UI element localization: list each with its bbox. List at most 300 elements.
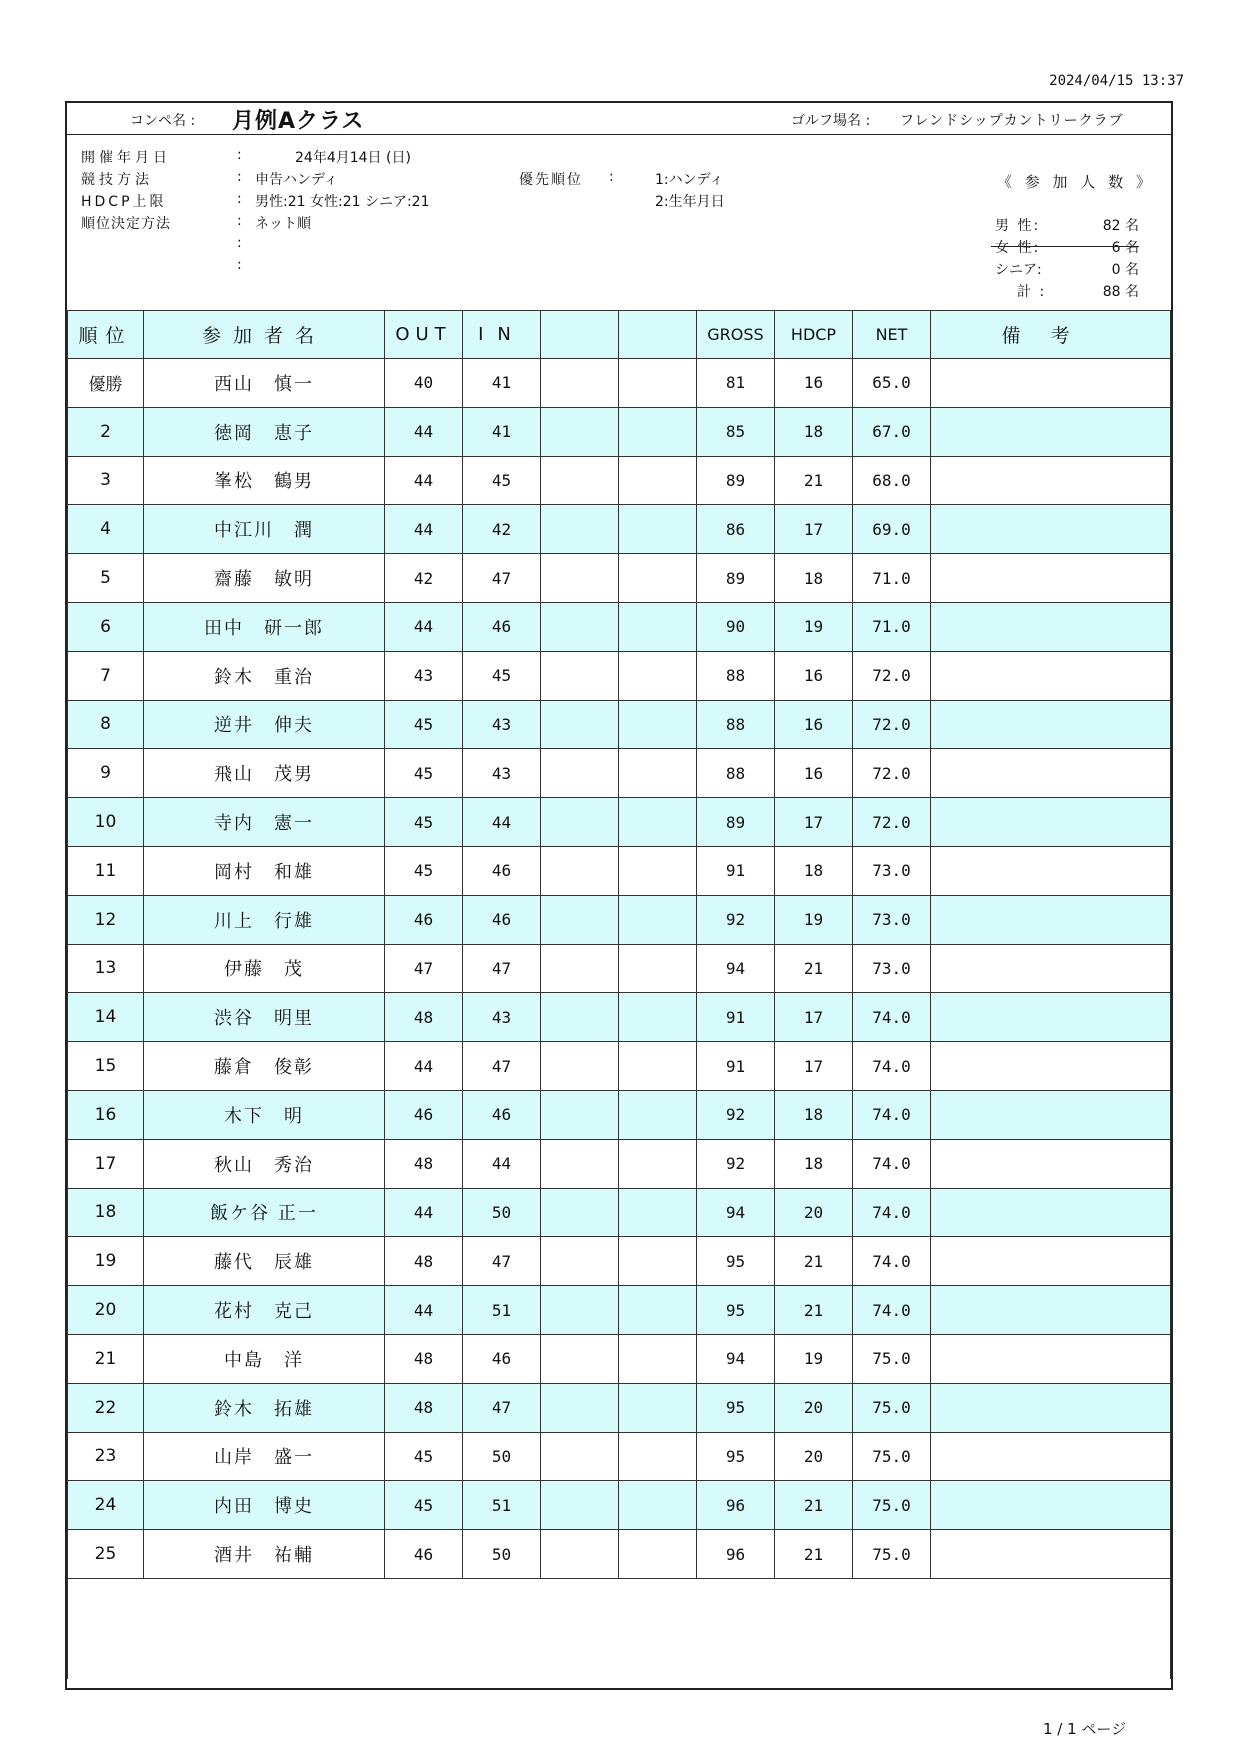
rank-cell: 優勝 xyxy=(68,359,144,408)
col-rank: 順位 xyxy=(68,311,144,359)
col-gross: GROSS xyxy=(697,311,775,359)
method-label: 競技方法 xyxy=(81,172,153,188)
results-sheet xyxy=(65,101,1173,1690)
hdcp-cell: 19 xyxy=(775,602,853,651)
in-cell: 43 xyxy=(463,993,541,1042)
net-cell: 75.0 xyxy=(853,1383,931,1432)
out-cell: 44 xyxy=(385,602,463,651)
colon: : xyxy=(237,191,242,207)
hdcp-label: HDCP上限 xyxy=(81,194,167,210)
in-cell: 50 xyxy=(463,1432,541,1481)
name-cell: 山岸 盛一 xyxy=(144,1432,385,1481)
name-cell: 峯松 鶴男 xyxy=(144,456,385,505)
blank-cell xyxy=(619,359,697,408)
gross-cell: 94 xyxy=(697,944,775,993)
note-cell xyxy=(931,1432,1171,1481)
hdcp-cell: 17 xyxy=(775,1042,853,1091)
net-cell: 74.0 xyxy=(853,1188,931,1237)
note-cell xyxy=(931,359,1171,408)
senior-label: シニア: xyxy=(995,262,1042,278)
out-cell: 44 xyxy=(385,456,463,505)
out-cell: 48 xyxy=(385,1334,463,1383)
name-cell: 齋藤 敏明 xyxy=(144,554,385,603)
table-row xyxy=(68,1139,1171,1188)
rank-cell: 4 xyxy=(68,505,144,554)
method-value: 申告ハンディ xyxy=(255,172,338,188)
competition-info xyxy=(67,135,1171,310)
name-cell: 藤代 辰雄 xyxy=(144,1237,385,1286)
note-cell xyxy=(931,846,1171,895)
note-cell xyxy=(931,1481,1171,1530)
blank-cell xyxy=(619,456,697,505)
in-cell: 47 xyxy=(463,554,541,603)
in-cell: 44 xyxy=(463,1139,541,1188)
rank-cell: 15 xyxy=(68,1042,144,1091)
blank-cell xyxy=(541,944,619,993)
hdcp-cell: 18 xyxy=(775,846,853,895)
total-label: 計 : xyxy=(1017,284,1047,300)
male-label: 男 性: xyxy=(995,218,1041,234)
out-cell: 45 xyxy=(385,749,463,798)
out-cell: 45 xyxy=(385,1481,463,1530)
note-cell xyxy=(931,1188,1171,1237)
table-row xyxy=(68,1432,1171,1481)
out-cell: 47 xyxy=(385,944,463,993)
col-blank-2 xyxy=(619,311,697,359)
hdcp-cell: 21 xyxy=(775,1530,853,1579)
results-table xyxy=(67,310,1171,1679)
hdcp-cell: 18 xyxy=(775,1090,853,1139)
table-row xyxy=(68,895,1171,944)
rank-cell: 22 xyxy=(68,1383,144,1432)
colon: : xyxy=(237,235,242,251)
rank-cell: 2 xyxy=(68,407,144,456)
out-cell: 48 xyxy=(385,1237,463,1286)
empty-cell xyxy=(68,1578,1171,1679)
gross-cell: 92 xyxy=(697,1139,775,1188)
col-blank-1 xyxy=(541,311,619,359)
blank-cell xyxy=(541,1481,619,1530)
in-cell: 46 xyxy=(463,602,541,651)
gross-cell: 91 xyxy=(697,846,775,895)
col-name: 参加者名 xyxy=(144,311,385,359)
date-value: 24年4月14日 (日) xyxy=(295,150,411,166)
rank-cell: 20 xyxy=(68,1286,144,1335)
in-cell: 46 xyxy=(463,1090,541,1139)
net-cell: 72.0 xyxy=(853,798,931,847)
note-cell xyxy=(931,602,1171,651)
blank-cell xyxy=(541,505,619,554)
note-cell xyxy=(931,944,1171,993)
in-cell: 46 xyxy=(463,846,541,895)
hdcp-cell: 20 xyxy=(775,1188,853,1237)
blank-cell xyxy=(619,846,697,895)
note-cell xyxy=(931,554,1171,603)
hdcp-cell: 21 xyxy=(775,1286,853,1335)
note-cell xyxy=(931,798,1171,847)
gross-cell: 91 xyxy=(697,1042,775,1091)
table-row xyxy=(68,505,1171,554)
blank-cell xyxy=(541,407,619,456)
table-row xyxy=(68,1334,1171,1383)
table-row xyxy=(68,1042,1171,1091)
blank-cell xyxy=(619,1090,697,1139)
hdcp-cell: 21 xyxy=(775,944,853,993)
out-cell: 40 xyxy=(385,359,463,408)
gross-cell: 91 xyxy=(697,993,775,1042)
blank-cell xyxy=(619,1286,697,1335)
course-name: フレンドシップカントリークラブ xyxy=(900,113,1124,129)
name-cell: 徳岡 恵子 xyxy=(144,407,385,456)
blank-cell xyxy=(619,993,697,1042)
out-cell: 46 xyxy=(385,1530,463,1579)
name-cell: 渋谷 明里 xyxy=(144,993,385,1042)
blank-cell xyxy=(541,1334,619,1383)
col-in: IN xyxy=(463,311,541,359)
name-cell: 寺内 憲一 xyxy=(144,798,385,847)
in-cell: 46 xyxy=(463,895,541,944)
net-cell: 72.0 xyxy=(853,651,931,700)
in-cell: 50 xyxy=(463,1530,541,1579)
hdcp-cell: 21 xyxy=(775,1481,853,1530)
col-out: OUT xyxy=(385,311,463,359)
blank-cell xyxy=(619,1530,697,1579)
note-cell xyxy=(931,407,1171,456)
hdcp-cell: 17 xyxy=(775,505,853,554)
gross-cell: 94 xyxy=(697,1188,775,1237)
net-cell: 75.0 xyxy=(853,1334,931,1383)
net-cell: 74.0 xyxy=(853,1042,931,1091)
hdcp-cell: 21 xyxy=(775,456,853,505)
female-value: 6 名 xyxy=(1111,240,1139,256)
table-row xyxy=(68,798,1171,847)
in-cell: 50 xyxy=(463,1188,541,1237)
gross-cell: 95 xyxy=(697,1286,775,1335)
rank-cell: 24 xyxy=(68,1481,144,1530)
rank-cell: 3 xyxy=(68,456,144,505)
note-cell xyxy=(931,651,1171,700)
in-cell: 41 xyxy=(463,407,541,456)
in-cell: 45 xyxy=(463,651,541,700)
course-label: ゴルフ場名 : xyxy=(791,113,871,129)
blank-cell xyxy=(541,846,619,895)
date-label: 開催年月日 xyxy=(81,150,171,166)
gross-cell: 88 xyxy=(697,651,775,700)
net-cell: 74.0 xyxy=(853,1237,931,1286)
out-cell: 43 xyxy=(385,651,463,700)
colon: : xyxy=(237,169,242,185)
hdcp-cell: 16 xyxy=(775,749,853,798)
in-cell: 47 xyxy=(463,1042,541,1091)
blank-cell xyxy=(541,798,619,847)
competition-label: コンペ名 : xyxy=(130,113,196,129)
note-cell xyxy=(931,993,1171,1042)
hdcp-cell: 19 xyxy=(775,1334,853,1383)
table-row xyxy=(68,1188,1171,1237)
priority-label: 優先順位 xyxy=(519,172,583,188)
male-value: 82 名 xyxy=(1102,218,1139,234)
col-note: 備考 xyxy=(931,311,1171,359)
net-cell: 74.0 xyxy=(853,1286,931,1335)
blank-cell xyxy=(541,602,619,651)
gross-cell: 90 xyxy=(697,602,775,651)
net-cell: 72.0 xyxy=(853,749,931,798)
name-cell: 飛山 茂男 xyxy=(144,749,385,798)
in-cell: 47 xyxy=(463,1383,541,1432)
note-cell xyxy=(931,1286,1171,1335)
blank-cell xyxy=(541,1383,619,1432)
name-cell: 酒井 祐輔 xyxy=(144,1530,385,1579)
net-cell: 65.0 xyxy=(853,359,931,408)
table-row xyxy=(68,1383,1171,1432)
hdcp-cell: 17 xyxy=(775,798,853,847)
blank-cell xyxy=(619,407,697,456)
hdcp-cell: 16 xyxy=(775,651,853,700)
gross-cell: 96 xyxy=(697,1530,775,1579)
name-cell: 飯ケ谷 正一 xyxy=(144,1188,385,1237)
hdcp-cell: 20 xyxy=(775,1432,853,1481)
blank-cell xyxy=(619,895,697,944)
empty-area xyxy=(68,1578,1171,1679)
in-cell: 42 xyxy=(463,505,541,554)
rank-cell: 25 xyxy=(68,1530,144,1579)
note-cell xyxy=(931,505,1171,554)
rank-cell: 10 xyxy=(68,798,144,847)
print-timestamp: 2024/04/15 13:37 xyxy=(1049,73,1184,89)
rank-cell: 7 xyxy=(68,651,144,700)
out-cell: 46 xyxy=(385,895,463,944)
blank-cell xyxy=(619,1481,697,1530)
table-row xyxy=(68,602,1171,651)
blank-cell xyxy=(541,1286,619,1335)
gross-cell: 81 xyxy=(697,359,775,408)
blank-cell xyxy=(619,1383,697,1432)
in-cell: 51 xyxy=(463,1286,541,1335)
rank-cell: 19 xyxy=(68,1237,144,1286)
name-cell: 鈴木 拓雄 xyxy=(144,1383,385,1432)
blank-cell xyxy=(541,749,619,798)
name-cell: 田中 研一郎 xyxy=(144,602,385,651)
net-cell: 67.0 xyxy=(853,407,931,456)
gross-cell: 89 xyxy=(697,554,775,603)
blank-cell xyxy=(619,749,697,798)
note-cell xyxy=(931,1383,1171,1432)
net-cell: 69.0 xyxy=(853,505,931,554)
rank-cell: 21 xyxy=(68,1334,144,1383)
col-hdcp: HDCP xyxy=(775,311,853,359)
gross-cell: 89 xyxy=(697,798,775,847)
net-cell: 74.0 xyxy=(853,1090,931,1139)
blank-cell xyxy=(619,944,697,993)
name-cell: 秋山 秀治 xyxy=(144,1139,385,1188)
name-cell: 逆井 伸夫 xyxy=(144,700,385,749)
table-row xyxy=(68,554,1171,603)
in-cell: 46 xyxy=(463,1334,541,1383)
blank-cell xyxy=(619,505,697,554)
table-row xyxy=(68,1286,1171,1335)
note-cell xyxy=(931,749,1171,798)
blank-cell xyxy=(619,602,697,651)
blank-cell xyxy=(541,554,619,603)
note-cell xyxy=(931,456,1171,505)
page-number: 1 / 1 ページ xyxy=(1043,1720,1127,1738)
note-cell xyxy=(931,1042,1171,1091)
name-cell: 岡村 和雄 xyxy=(144,846,385,895)
blank-cell xyxy=(619,700,697,749)
blank-cell xyxy=(619,651,697,700)
colon: : xyxy=(609,169,614,185)
colon: : xyxy=(237,257,242,273)
table-row xyxy=(68,1090,1171,1139)
hdcp-value: 男性:21 女性:21 シニア:21 xyxy=(255,194,430,210)
rank-cell: 23 xyxy=(68,1432,144,1481)
net-cell: 71.0 xyxy=(853,554,931,603)
table-row xyxy=(68,1530,1171,1579)
blank-cell xyxy=(541,359,619,408)
gross-cell: 96 xyxy=(697,1481,775,1530)
hdcp-cell: 20 xyxy=(775,1383,853,1432)
gross-cell: 92 xyxy=(697,895,775,944)
hdcp-cell: 16 xyxy=(775,359,853,408)
out-cell: 48 xyxy=(385,993,463,1042)
out-cell: 44 xyxy=(385,1286,463,1335)
blank-cell xyxy=(541,1432,619,1481)
net-cell: 72.0 xyxy=(853,700,931,749)
blank-cell xyxy=(619,1237,697,1286)
hdcp-cell: 19 xyxy=(775,895,853,944)
net-cell: 73.0 xyxy=(853,895,931,944)
rank-cell: 8 xyxy=(68,700,144,749)
note-cell xyxy=(931,700,1171,749)
name-cell: 伊藤 茂 xyxy=(144,944,385,993)
in-cell: 45 xyxy=(463,456,541,505)
rank-cell: 18 xyxy=(68,1188,144,1237)
net-cell: 73.0 xyxy=(853,944,931,993)
blank-cell xyxy=(619,1432,697,1481)
in-cell: 43 xyxy=(463,700,541,749)
blank-cell xyxy=(541,1188,619,1237)
out-cell: 48 xyxy=(385,1139,463,1188)
in-cell: 41 xyxy=(463,359,541,408)
name-cell: 中江川 潤 xyxy=(144,505,385,554)
blank-cell xyxy=(619,1139,697,1188)
blank-cell xyxy=(541,895,619,944)
name-cell: 内田 博史 xyxy=(144,1481,385,1530)
blank-cell xyxy=(619,1188,697,1237)
out-cell: 44 xyxy=(385,407,463,456)
senior-value: 0 名 xyxy=(1111,262,1139,278)
blank-cell xyxy=(619,1042,697,1091)
net-cell: 71.0 xyxy=(853,602,931,651)
net-cell: 74.0 xyxy=(853,1139,931,1188)
gross-cell: 92 xyxy=(697,1090,775,1139)
rank-cell: 11 xyxy=(68,846,144,895)
table-row xyxy=(68,749,1171,798)
name-cell: 鈴木 重治 xyxy=(144,651,385,700)
table-row xyxy=(68,1237,1171,1286)
net-cell: 75.0 xyxy=(853,1530,931,1579)
note-cell xyxy=(931,1139,1171,1188)
out-cell: 42 xyxy=(385,554,463,603)
out-cell: 45 xyxy=(385,846,463,895)
blank-cell xyxy=(541,651,619,700)
hdcp-cell: 18 xyxy=(775,1139,853,1188)
gross-cell: 85 xyxy=(697,407,775,456)
rank-cell: 14 xyxy=(68,993,144,1042)
name-cell: 花村 克己 xyxy=(144,1286,385,1335)
net-cell: 75.0 xyxy=(853,1432,931,1481)
out-cell: 45 xyxy=(385,1432,463,1481)
gross-cell: 88 xyxy=(697,749,775,798)
ranking-label: 順位決定方法 xyxy=(81,216,171,232)
priority-1: 1:ハンディ xyxy=(655,172,724,188)
out-cell: 46 xyxy=(385,1090,463,1139)
table-row xyxy=(68,407,1171,456)
blank-cell xyxy=(541,1090,619,1139)
competition-name: 月例Aクラス xyxy=(232,109,365,134)
out-cell: 44 xyxy=(385,505,463,554)
ranking-value: ネット順 xyxy=(255,216,311,232)
name-cell: 木下 明 xyxy=(144,1090,385,1139)
rank-cell: 16 xyxy=(68,1090,144,1139)
out-cell: 45 xyxy=(385,798,463,847)
name-cell: 中島 洋 xyxy=(144,1334,385,1383)
out-cell: 44 xyxy=(385,1042,463,1091)
note-cell xyxy=(931,895,1171,944)
note-cell xyxy=(931,1334,1171,1383)
hdcp-cell: 18 xyxy=(775,554,853,603)
rank-cell: 5 xyxy=(68,554,144,603)
out-cell: 48 xyxy=(385,1383,463,1432)
net-cell: 75.0 xyxy=(853,1481,931,1530)
gross-cell: 95 xyxy=(697,1237,775,1286)
blank-cell xyxy=(619,798,697,847)
gross-cell: 89 xyxy=(697,456,775,505)
hdcp-cell: 21 xyxy=(775,1237,853,1286)
out-cell: 45 xyxy=(385,700,463,749)
rank-cell: 12 xyxy=(68,895,144,944)
total-value: 88 名 xyxy=(1102,284,1139,300)
blank-cell xyxy=(541,1237,619,1286)
name-cell: 川上 行雄 xyxy=(144,895,385,944)
table-row xyxy=(68,456,1171,505)
priority-2: 2:生年月日 xyxy=(655,194,725,210)
net-cell: 73.0 xyxy=(853,846,931,895)
col-net: NET xyxy=(853,311,931,359)
note-cell xyxy=(931,1530,1171,1579)
in-cell: 47 xyxy=(463,1237,541,1286)
note-cell xyxy=(931,1237,1171,1286)
gross-cell: 95 xyxy=(697,1432,775,1481)
table-row xyxy=(68,993,1171,1042)
rank-cell: 9 xyxy=(68,749,144,798)
table-row xyxy=(68,846,1171,895)
in-cell: 51 xyxy=(463,1481,541,1530)
total-divider xyxy=(991,246,1139,247)
name-cell: 西山 慎一 xyxy=(144,359,385,408)
rank-cell: 17 xyxy=(68,1139,144,1188)
blank-cell xyxy=(541,1139,619,1188)
participants-title: 《 参 加 人 数 》 xyxy=(997,173,1155,191)
blank-cell xyxy=(541,993,619,1042)
net-cell: 74.0 xyxy=(853,993,931,1042)
blank-cell xyxy=(541,1042,619,1091)
blank-cell xyxy=(619,554,697,603)
hdcp-cell: 18 xyxy=(775,407,853,456)
hdcp-cell: 17 xyxy=(775,993,853,1042)
out-cell: 44 xyxy=(385,1188,463,1237)
blank-cell xyxy=(541,700,619,749)
